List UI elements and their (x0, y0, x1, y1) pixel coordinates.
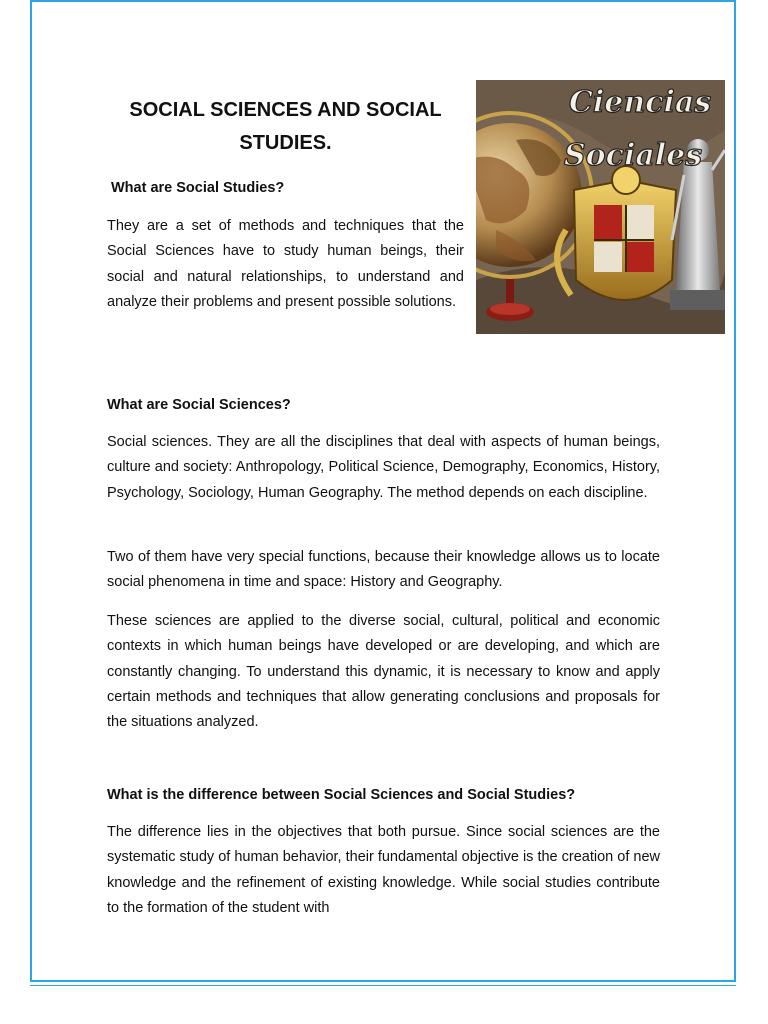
paragraph-difference: The difference lies in the objectives that both pursue. Since social sciences are the systematic study of human behavior, their fundamental objective is the creation of new knowledge and the refinement of existing knowledge. While social studies contribute to the formation of the student with (107, 824, 660, 916)
image-caption-line-1: Ciencias (569, 85, 712, 120)
question-what-are-social-sciences: What are Social Sciences? (107, 397, 291, 413)
document-title: SOCIAL SCIENCES AND SOCIAL STUDIES. (129, 99, 442, 154)
question-what-are-social-studies: What are Social Studies? (111, 180, 285, 196)
question-difference: What is the difference between Social Sciences and Social Studies? (107, 787, 576, 803)
paragraph-social-studies-definition: They are a set of methods and techniques that the Social Sciences have to study human beings, their social and natural relationships, to understand and analyze their problems and present possible solutions. (107, 218, 464, 310)
page-border-bottom-line (30, 985, 736, 986)
paragraph-applied-sciences: These sciences are applied to the diverse social, cultural, political and economic contexts in which human beings have developed or are developing, and which are constantly changing. To understand this dynamic, it is necessary to know and apply certain methods and techniques that allow generating conclusions and proposals for the situations analyzed. (107, 613, 660, 731)
paragraph-social-sciences-definition: Social sciences. They are all the disciplines that deal with aspects of human beings, culture and society: Anthropology, Political Science, Demography, Economics, History, Psychology, Sociology, Human Geography. The method depends on each discipline. (107, 434, 660, 501)
paragraph-history-geography: Two of them have very special functions, because their knowledge allows us to locate social phenomena in time and space: History and Geography. (107, 549, 660, 591)
social-sciences-illustration (476, 80, 725, 334)
image-caption-line-2: Sociales (564, 138, 703, 173)
illustration-art (476, 80, 725, 334)
